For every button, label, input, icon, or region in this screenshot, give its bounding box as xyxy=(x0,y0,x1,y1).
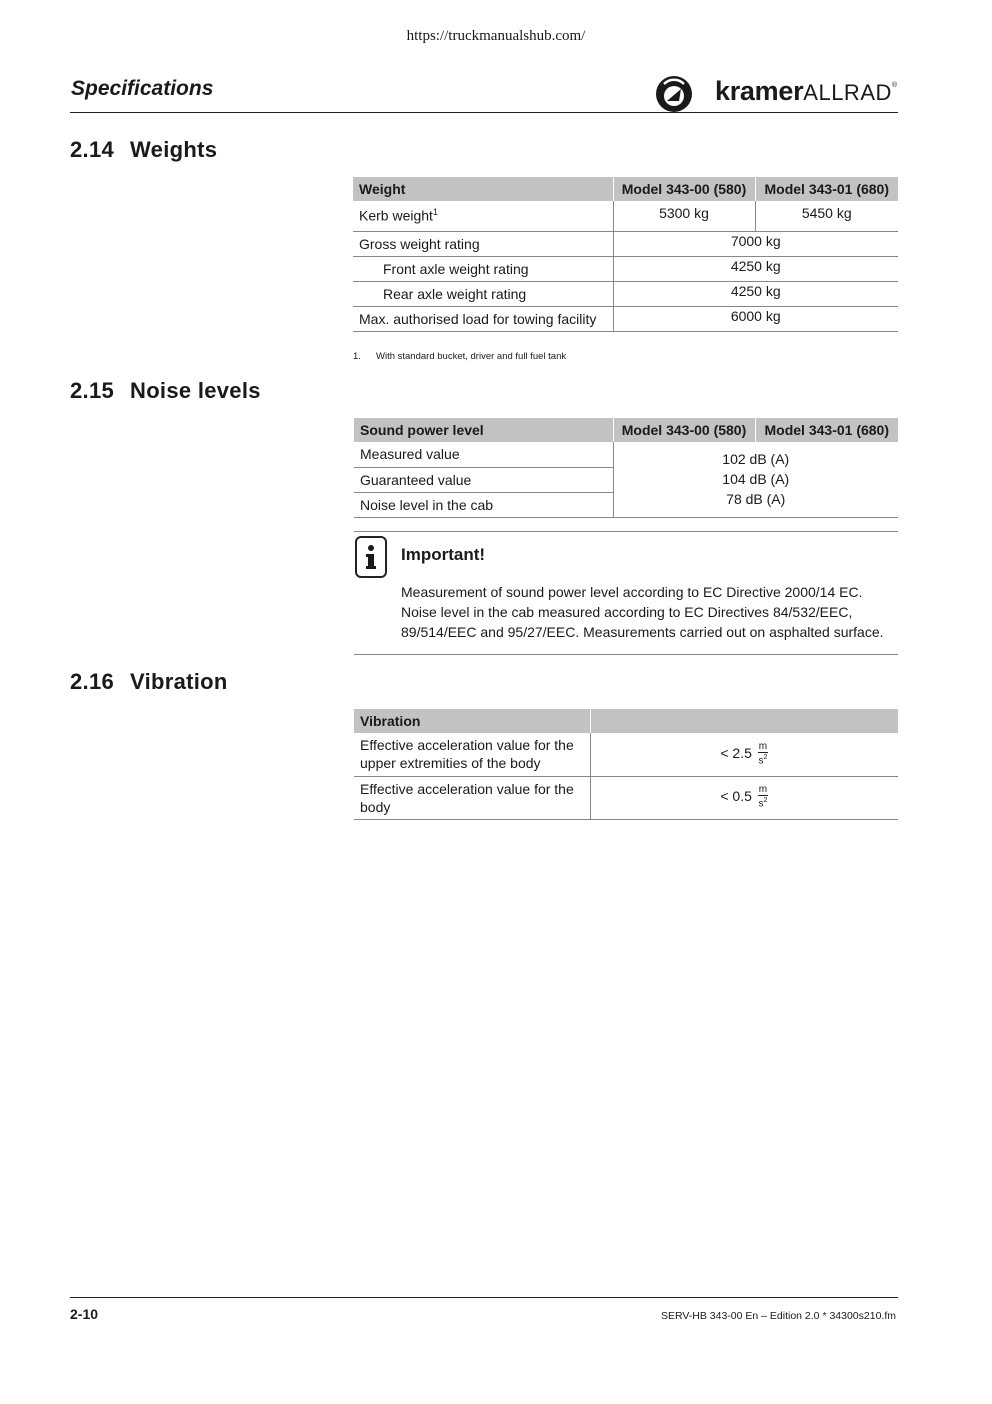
row-label: Guaranteed value xyxy=(354,467,613,492)
important-body: Measurement of sound power level according to EC Directive 2000/14 EC. Noise level in the cab measured according to EC Directives 84/532/EEC, 89/514/EEC and 95/27/EEC. Measurements carried out on asphalted surface. xyxy=(401,584,884,640)
table-cell: < 0.5 $\frac{m}{s^2}$ xyxy=(590,776,898,819)
unit-fraction: $\frac{m}{s^2}$ xyxy=(758,784,768,810)
table-row xyxy=(354,442,898,467)
table-cell: 78 dB (A) xyxy=(726,491,786,507)
table-cell: 5450 kg xyxy=(755,201,898,231)
table-header-row xyxy=(353,177,898,201)
column-header: Weight xyxy=(353,177,613,201)
row-label: Kerb weight$^1$ xyxy=(353,201,613,231)
column-header xyxy=(590,709,898,733)
important-title: Important! xyxy=(401,545,486,564)
table-row xyxy=(354,776,898,819)
page-header-title: Specifications xyxy=(71,77,214,100)
row-label: Noise level in the cab xyxy=(354,492,613,517)
table-row xyxy=(353,281,898,306)
document-id: SERV-HB 343-00 En – Edition 2.0 * 34300s210.fm xyxy=(660,1310,896,1322)
table-header-row xyxy=(354,418,898,442)
table-cell: 6000 kg xyxy=(613,306,898,331)
column-header: Model 343-00 (580) xyxy=(613,177,755,201)
neuson-seal-icon xyxy=(655,75,693,113)
table-cell: < 2.5 $\frac{m}{s^2}$ xyxy=(590,733,898,776)
table-cell: 4250 kg xyxy=(613,256,898,281)
row-label: Front axle weight rating xyxy=(353,256,613,281)
footnote: 1. With standard bucket, driver and full fuel tank xyxy=(353,351,567,362)
brand-wordmark: kramerALLRAD® xyxy=(715,76,897,106)
source-url[interactable]: https://truckmanualshub.com/ xyxy=(406,28,586,44)
section-heading-vibration: 2.16 Vibration xyxy=(70,669,228,694)
table-row xyxy=(353,306,898,331)
page-number: 2-10 xyxy=(70,1306,99,1322)
weights-table xyxy=(353,177,898,332)
table-header-row xyxy=(354,709,898,733)
table-row xyxy=(353,231,898,256)
row-label: Effective acceleration value for the body xyxy=(354,776,590,819)
row-label: Gross weight rating xyxy=(353,231,613,256)
row-label: Max. authorised load for towing facility xyxy=(353,306,613,331)
noise-values-cell xyxy=(613,442,898,517)
column-header: Model 343-00 (580) xyxy=(613,418,755,442)
column-header: Model 343-01 (680) xyxy=(755,177,898,201)
table-row xyxy=(353,256,898,281)
table-cell: 104 dB (A) xyxy=(722,471,790,487)
footnote-ref: 1 xyxy=(432,207,438,218)
unit-fraction: $\frac{m}{s^2}$ xyxy=(758,741,768,767)
row-label: Effective acceleration value for the upper extremities of the body xyxy=(354,733,590,776)
row-label: Measured value xyxy=(354,442,613,467)
vibration-table xyxy=(354,709,898,820)
table-cell: 7000 kg xyxy=(613,231,898,256)
table-cell: 102 dB (A) xyxy=(722,451,790,467)
table-cell: 5300 kg xyxy=(613,201,755,231)
table-cell: 4250 kg xyxy=(613,281,898,306)
section-heading-noise-levels: 2.15 Noise levels xyxy=(70,378,261,403)
row-label: Rear axle weight rating xyxy=(353,281,613,306)
brand-logo xyxy=(655,74,900,112)
footer-rule xyxy=(70,1297,898,1298)
noise-table xyxy=(354,418,898,518)
column-header: Vibration xyxy=(354,709,590,733)
column-header: Sound power level xyxy=(354,418,613,442)
table-row xyxy=(354,733,898,776)
info-icon xyxy=(355,536,387,578)
important-notice xyxy=(354,531,898,655)
section-heading-weights: 2.14 Weights xyxy=(70,137,218,162)
table-row xyxy=(353,201,898,231)
column-header: Model 343-01 (680) xyxy=(755,418,898,442)
header-rule xyxy=(70,112,898,113)
